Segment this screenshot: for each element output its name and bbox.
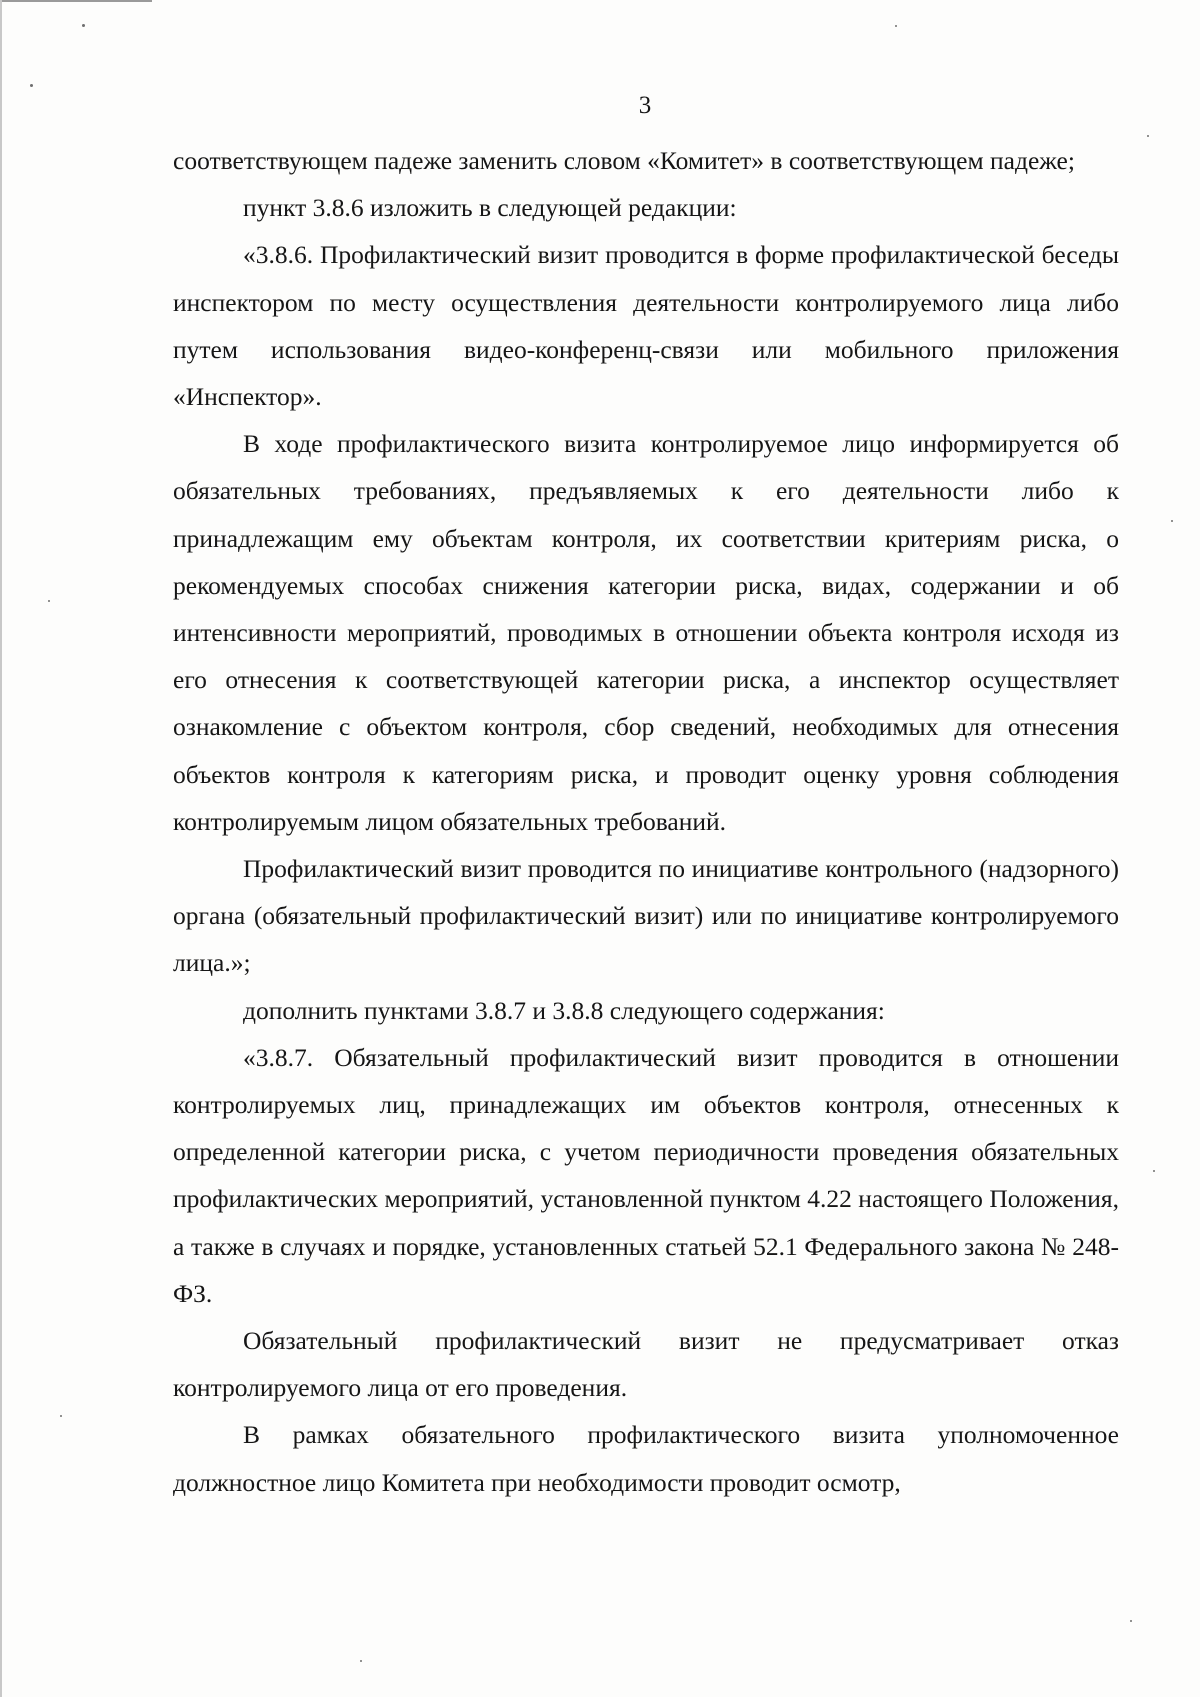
scan-speck [30, 84, 33, 87]
scan-speck [1130, 1620, 1132, 1622]
paragraph-3-8-6: «3.8.6. Профилактический визит проводится в форме профилактической беседы инспектором по месту осуществления деятельности контролируемого лица либо путем использования видео-конференц-связи или мобильного приложения «Инспектор». [173, 240, 1119, 412]
paragraph-no-refusal: Обязательный профилактический визит не предусматривает отказ контролируемого лица от его проведения. [173, 1326, 1119, 1403]
scan-speck [1147, 135, 1149, 137]
scan-speck [360, 1660, 362, 1662]
scan-speck [82, 24, 85, 27]
scan-speck [895, 25, 897, 27]
scan-speck [1171, 520, 1173, 522]
paragraph-visit-initiative: Профилактический визит проводится по инициативе контрольного (надзорного) органа (обязательный профилактический визит) или по инициативе контролируемого лица.»; [173, 854, 1119, 978]
scan-edge-left [0, 0, 2, 1697]
scan-speck [60, 1415, 62, 1417]
body-text [173, 137, 1119, 1506]
paragraph-supplement-intro: дополнить пунктами 3.8.7 и 3.8.8 следующего содержания: [243, 995, 885, 1025]
paragraph-inspection: В рамках обязательного профилактического визита уполномоченное должностное лицо Комитета при необходимости проводит осмотр, [173, 1420, 1119, 1497]
scan-edge-top [0, 0, 152, 2]
paragraph-visit-content: В ходе профилактического визита контролируемое лицо информируется об обязательных требованиях, предъявляемых к его деятельности либо к принадлежащим ему объектам контроля, их соответствии критериям риска, о рекомендуемых способах снижения категории риска, видах, содержании и об интенсивности мероприятий, проводимых в отношении объекта контроля исходя из его отнесения к соответствующей категории риска, а инспектор осуществляет ознакомление с объектом контроля, сбор сведений, необходимых для отнесения объектов контроля к категориям риска, и проводит оценку уровня соблюдения контролируемым лицом обязательных требований. [173, 429, 1119, 836]
page-number: 3 [638, 92, 652, 119]
paragraph-3-8-7: «3.8.7. Обязательный профилактический визит проводится в отношении контролируемых лиц, принадлежащих им объектов контроля, отнесенных к определенной категории риска, с учетом периодичности проведения обязательных профилактических мероприятий, установленной пунктом 4.22 настоящего Положения, а также в случаях и порядке, установленных статьей 52.1 Федерального закона № 248-ФЗ. [173, 1042, 1119, 1308]
scan-speck [48, 600, 50, 602]
paragraph-item-3-8-6-intro: пункт 3.8.6 изложить в следующей редакции: [243, 193, 737, 223]
scan-speck [1153, 1170, 1155, 1172]
paragraph-continuation: соответствующем падеже заменить словом «Комитет» в соответствующем падеже; [173, 146, 1075, 175]
